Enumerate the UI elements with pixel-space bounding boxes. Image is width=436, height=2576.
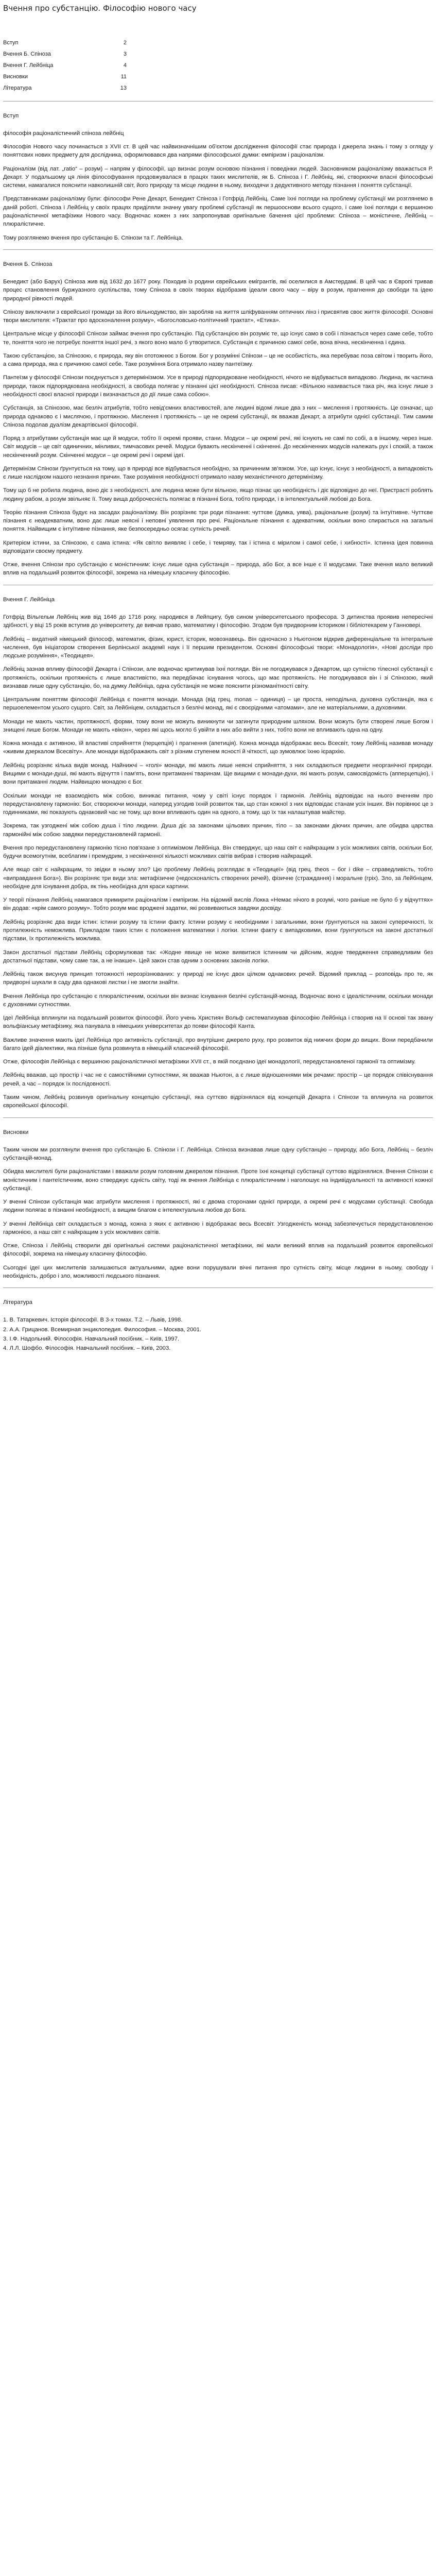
toc-row[interactable]: [3, 71, 127, 82]
paragraph: Отже, Спіноза і Лейбніц створили дві оригінальні системи раціоналістичної метафізики, які мали великий вплив на подальший розвиток європейської філософії, зокрема на німецьку класичну філософію.: [3, 1243, 433, 1258]
table-of-contents: [3, 37, 127, 94]
paragraph: філософія раціоналістичний спіноза лейбніц: [3, 130, 124, 137]
separator: [3, 1287, 433, 1288]
paragraph: Філософія Нового часу починається з XVII ст. В цей час найвизначнішим об'єктом дослідження філософії стає природа і джерела знань і тому з огляду у поняттєвих нових предмету для дослідника, оформлювався два напрями філософської думки: емпіризм і раціоналізм.: [3, 144, 433, 159]
paragraph: Тому що б не робила людина, воно діє з необхідності, але людина може бути вільною, якщо пізнає цю необхідність і діє відповідно до неї. Пристрасті роблять людину рабом, а розум звільняє її. Тому вища доброчесність полягає в пізнанні Бога, тобто природи, і в інтелектуальній любові до Бога.: [3, 487, 433, 502]
paragraph: Тому розглянемо вчення про субстанцію Б. Спінози та Г. Лейбніца.: [3, 234, 183, 241]
paragraph: Представниками раціоналізму були: філософи Рене Декарт, Бенедикт Спіноза і Готфрід Лейбніц. Саме їхні погляди на проблему субстанції ми розглянемо в даній роботі. Спіноза і Лейбніц у своїх працях приділяли значну увагу проблемі субстанції як першооснови всього сущого, і саме їхні погляди є вершиною раціоналістичної метафізики Нового часу. Водночас кожен з них запропонував оригінальне бачення цієї проблеми: Спіноза – моністичне, Лейбніц – плюралістичне.: [3, 196, 433, 228]
paragraph: Центральне місце у філософії Спінози займає вчення про субстанцію. Під субстанцією він розуміє те, що існує само в собі і пізнається через саме себе, тобто те, поняття чого не потребує поняття іншої речі, з якого воно мало б утворитися. Субстанція є причиною самої себе, вона вічна, нескінченна і єдина.: [3, 331, 433, 346]
paragraph: Субстанція, за Спінозою, має безліч атрибутів, тобто невід'ємних властивостей, але людині відомі лише два з них – мислення і протяжність. Це означає, що природа однаково є і мислячою, і протяжною. Мислення і протяжність – це не окремі субстанції, як вважав Декарт, а атрибути однієї субстанції. Тим самим Спіноза подолав дуалізм декартівської філософії.: [3, 405, 433, 428]
toc-page-number: 2: [123, 39, 127, 46]
paragraph: Лейбніц розрізняє кілька видів монад. Найнижчі – «голі» монади, які мають лише неясні сприйняття, з них складаються предмети неорганічної природи. Вищими є монади-душі, які мають відчуття і пам'ять, вони притаманні тваринам. Ще вищими є монади-духи, які мають розум, самосвідомість (апперцепцію), і вони притаманні людям. Найвищою монадою є Бог.: [3, 762, 433, 786]
toc-page-number: 13: [120, 84, 127, 91]
toc-label: Вчення Г. Лейбніца: [3, 62, 54, 69]
paragraph: Пантеїзм у філософії Спінози поєднується з детермінізмом. Усе в природі підпорядковане необхідності, нічого не відбувається випадково. Людина, як частина природи, також підпорядкована необхідності, а свобода полягає у пізнанні цієї необхідності. Спіноза писав: «Вільною називається така річ, яка існує лише з необхідності своєї власної природи і визначається до дії лише сама собою».: [3, 375, 433, 398]
section-spinoza: [3, 260, 433, 578]
document-content: [3, 112, 433, 1353]
toc-label: Вчення Б. Спіноза: [3, 50, 51, 57]
paragraph: Критерієм істини, за Спінозою, є сама істина: «Як світло виявляє і себе, і темряву, так і істина є мірилом і самої себе, і хибності». Істинна ідея повинна відповідати своєму предмету.: [3, 539, 433, 554]
paragraph: Спінозу виключили з єврейської громади за його вільнодумство, він заробляв на життя шліфуванням оптичних лінз і присвятив своє життя філософії. Основні твори мислителя: «Трактат про вдосконалення розуму», «Богословсько-політичний трактат», «Етика».: [3, 309, 433, 324]
section-heading: Висновки: [3, 1129, 29, 1136]
reference-item: 3. І.Ф. Надольний. Філософія. Навчальний посібник. – Київ, 1997.: [3, 1336, 180, 1343]
paragraph: Закон достатньої підстави Лейбніц сформулював так: «Жодне явище не може виявитися істинним чи дійсним, жодне твердження справедливим без достатньої підстави, чому саме так, а не інакше». Цей закон став одним з основних законів логіки.: [3, 949, 433, 964]
toc-label: Висновки: [3, 73, 28, 80]
document-page: [0, 1, 436, 1353]
document-title: Вчення про субстанцію. Філософію нового часу: [3, 4, 197, 13]
paragraph: Вчення про передустановлену гармонію тісно пов'язане з оптимізмом Лейбніца. Він стверджує, що наш світ є найкращим з усіх можливих світів, оскільки Бог, будучи всемогутнім, всеблагим і премудрим, з нескінченної кількості можливих світів вибрав і створив найкращий.: [3, 844, 433, 860]
paragraph: Центральним поняттям філософії Лейбніца є поняття монади. Монада (від грец. monas – одиниця) – це проста, неподільна, духовна субстанція, яка є першоелементом усього сущого. Світ, за Лейбніцем, складається з безлічі монад, які є своєрідними «атомами», але не матеріальними, а духовними.: [3, 697, 433, 711]
section-heading: Вчення Б. Спіноза: [3, 261, 53, 267]
toc-page-number: 4: [123, 62, 127, 69]
paragraph: У вченні Спінози субстанція має атрибути мислення і протяжності, які є двома сторонами однієї природи, а окремі речі є модусами субстанції. Свобода людини полягає в пізнанні необхідності, а вищим благом є інтелектуальна любов до Бога.: [3, 1199, 433, 1214]
section-conclusions: [3, 1128, 433, 1281]
separator: [3, 249, 433, 250]
toc-row[interactable]: [3, 60, 127, 71]
paragraph: Сьогодні ідеї цих мислителів залишаються актуальними, адже вони порушували вічні питання про сутність світу, місце людини в ньому, свободу і необхідність, добро і зло, можливості людського пізнання.: [3, 1264, 433, 1279]
paragraph: Оскільки монади не взаємодіють між собою, виникає питання, чому у світі існує порядок і гармонія. Лейбніц відповідає на нього вченням про передустановлену гармонію: Бог, створюючи монади, наперед узгодив їхній розвиток так, що стан кожної з них відповідає станам усіх інших. Він порівнює це з годинниками, які показують однаковий час не тому, що вони впливають один на одного, а тому, що їх так налаштував майстер.: [3, 792, 433, 816]
paragraph: Монади не мають частин, протяжності, форми, тому вони не можуть виникнути чи загинути природним шляхом. Вони можуть бути створені лише Богом і знищені лише Богом. Монади не мають «вікон», через які щось могло б увійти в них або вийти з них, тобто вони не впливають одна на одну.: [3, 718, 433, 733]
toc-row[interactable]: [3, 82, 127, 94]
paragraph: Таким чином, Лейбніц розвинув оригінальну концепцію субстанції, яка суттєво відрізнялася від концепцій Декарта і Спінози та вплинула на розвиток європейської філософії.: [3, 1094, 433, 1109]
paragraph: Теорію пізнання Спіноза будує на засадах раціоналізму. Він розрізняє три роди пізнання: чуттєве (думка, уява), раціональне (розум) та інтуїтивне. Чуттєве пізнання є неадекватним, воно дає лише неясні і неповні уявлення про речі. Раціональне пізнання є адекватним, оскільки воно спирається на загальні поняття. Найвищим є інтуїтивне пізнання, яке безпосередньо осягає сутність речей.: [3, 509, 433, 533]
section-heading: Вступ: [3, 112, 19, 119]
paragraph: Вчення Лейбніца про субстанцію є плюралістичним, оскільки він визнає існування безлічі субстанцій-монад. Водночас воно є ідеалістичним, оскільки монади є духовними сутностями.: [3, 993, 433, 1008]
paragraph: Бенедикт (або Барух) Спіноза жив від 1632 до 1677 року. Походив із родини єврейських емігрантів, які оселилися в Амстердамі. В цей час в Європі тривав процес становлення буржуазного суспільства, тому Спіноза в своїх творах відобразив ідеали свого часу – віру в розум, прагнення до свободи та ідею природної рівності людей.: [3, 279, 433, 302]
reference-item: 4. Л.Л. Шофбо. Філософія. Навчальний посібник. – Київ, 2003.: [3, 1345, 171, 1352]
paragraph: У вченні Лейбніца світ складається з монад, кожна з яких є активною і відображає весь Всесвіт. Узгодженість монад забезпечується передустановленою гармонією, а наш світ є найкращим з усіх можливих світів.: [3, 1221, 433, 1235]
paragraph: Такою субстанцією, за Спінозою, є природа, яку він ототожнює з Богом. Бог у розумінні Спінози – це не особистість, яка перебуває поза світом і творить його, а сама природа, яка є причиною самої себе. Таке розуміння Бога отримало назву пантеїзму.: [3, 352, 433, 368]
toc-page-number: 3: [123, 50, 127, 57]
paragraph: Таким чином ми розглянули вчення про субстанцію Б. Спінози і Г. Лейбніца. Спіноза визнавав лише одну субстанцію – природу, або Бога, Лейбніц – безліч субстанцій-монад.: [3, 1146, 433, 1162]
paragraph: Ідеї Лейбніца вплинули на подальший розвиток філософії. Його учень Християн Вольф систематизував філософію Лейбніца і створив на її основі так звану вольфіанську метафізику, яка панувала в німецьких університетах до появи філософії Канта.: [3, 1015, 433, 1030]
paragraph: Детермінізм Спінози ґрунтується на тому, що в природі все відбувається необхідно, за причинним зв'язком. Усе, що існує, існує з необхідності, а випадковість є лише наслідком нашого незнання причин. Таке розуміння необхідності отримало назву механістичного детермінізму.: [3, 465, 433, 481]
paragraph: Обидва мислителі були раціоналістами і вважали розум головним джерелом пізнання. Проте їхні концепції субстанції суттєво відрізнялися. Вчення Спінози є моністичним і пантеїстичним, воно стверджує єдність світу, тоді як вчення Лейбніца є плюралістичним і наголошує на індивідуальності та активності кожної субстанції.: [3, 1168, 433, 1192]
section-references: [3, 1298, 433, 1352]
reference-item: 1. В. Татаркевич. Історія філософії. В 3-х томах. Т.2. – Львів, 1998.: [3, 1317, 183, 1324]
paragraph: Поряд з атрибутами субстанція має ще й модуси, тобто її окремі прояви, стани. Модуси – це окремі речі, які існують не самі по собі, а в іншому, через інше. Світ модусів – це світ одиничних, мінливих, тимчасових речей. Модуси бувають нескінченні і скінченні. До нескінченних модусів належать рух і спокій, а також нескінченний розум. Скінченні модуси – це окремі речі і окремі ідеї.: [3, 435, 433, 459]
paragraph: Раціоналізм (від лат. „ratio“ – розум) – напрям у філософії, що визнає розум основою пізнання і поведінки людей. Засновником раціоналізму вважається Р. Декарт. У подальшому ця лінія філософування продовжувалася в працях таких мислителів, як Б. Спіноза і Г. Лейбніц, які, створюючи власні філософські системи, намагалися пояснити навколишній світ, його природу та місце людини в ньому, виходячи з дедуктивного методу пізнання і поняття субстанції.: [3, 165, 433, 189]
toc-label: Вступ: [3, 39, 19, 46]
reference-item: 2. А.А. Грицанов. Всемирная энциклопедия. Философия. – Москва, 2001.: [3, 1326, 202, 1333]
paragraph: Лейбніц зазнав впливу філософії Декарта і Спінози, але водночас критикував їхні погляди. Він не погоджувався з Декартом, що сутністю тілесної субстанції є протяжність, оскільки протяжність є лише властивістю, яка передбачає існування чогось, що має протяжність. Не погоджувався він і зі Спінозою, який визнавав лише одну субстанцію, бо, на думку Лейбніца, одна субстанція не може пояснити різноманітності світу.: [3, 666, 433, 689]
paragraph: Отже, філософія Лейбніца є вершиною раціоналістичної метафізики XVII ст., в якій поєднано ідеї монадології, передустановленої гармонії та оптимізму.: [3, 1059, 416, 1065]
paragraph: Важливе значення мають ідеї Лейбніца про активність субстанції, про внутрішнє джерело руху, про розвиток від нижчих форм до вищих. Вони передбачили багато ідей діалектики, яка пізніше була розвинута в німецькій класичній філософії.: [3, 1037, 433, 1052]
paragraph: Лейбніц вважав, що простір і час не є самостійними сутностями, як вважав Ньютон, а є лише відношеннями між речами: простір – це порядок співіснування речей, а час – порядок їх послідовності.: [3, 1072, 433, 1087]
toc-row[interactable]: [3, 37, 127, 48]
separator: [3, 1117, 433, 1118]
toc-label: Література: [3, 84, 32, 91]
toc-page-number: 11: [120, 73, 127, 80]
paragraph: Лейбніц також висунув принцип тотожності нерозрізнюваних: у природі не існує двох цілком однакових речей. Відомий приклад – розповідь про те, як придворні шукали в саду два однакові листки і не змогли знайти.: [3, 971, 433, 986]
paragraph: Зокрема, так узгоджені між собою душа і тіло людини. Душа діє за законами цільових причин, тіло – за законами діючих причин, але обидва царства гармонійні між собою завдяки передустановленій гармонії.: [3, 823, 433, 838]
section-intro: [3, 112, 433, 242]
paragraph: Кожна монада є активною, їй властиві сприйняття (перцепція) і прагнення (апетиція). Кожна монада відображає весь Всесвіт, тому Лейбніц називав монаду «живим дзеркалом Всесвіту». Але монади відображають світ з різним ступенем ясності й чіткості, що зумовлює їхню ієрархію.: [3, 740, 433, 755]
paragraph: Лейбніц – видатний німецький філософ, математик, фізик, юрист, історик, мовознавець. Він одночасно з Ньютоном відкрив диференціальне та інтегральне числення, був ініціатором створення Берлінської академії наук і її першим президентом. Основні філософські твори: «Монадологія», «Нові досліди про людське розуміння», «Теодицея».: [3, 636, 433, 659]
paragraph: Отже, вчення Спінози про субстанцію є моністичним: існує лише одна субстанція – природа, або Бог, а все інше є її модусами. Таке вчення мало великий вплив на подальший розвиток філософії, зокрема на німецьку класичну філософію.: [3, 562, 433, 577]
section-leibniz: [3, 596, 433, 1110]
paragraph: Але якщо світ є найкращим, то звідки в ньому зло? Цю проблему Лейбніц розглядає в «Теодицеї» (від грец. theos – бог і dike – справедливість, тобто «виправдання Бога»). Він розрізняє три види зла: метафізичне (недосконалість створених речей), фізичне (страждання) і моральне (гріх). Зло, за Лейбніцем, необхідне для існування добра, як тінь необхідна для краси картини.: [3, 867, 433, 890]
section-heading: Вчення Г. Лейбніца: [3, 596, 55, 603]
paragraph: Лейбніц розрізняє два види істин: істини розуму та істини факту. Істини розуму є необхідними і загальними, вони ґрунтуються на законі суперечності, їх протилежність неможлива. Прикладом таких істин є положення математики і логіки. Істини факту є випадковими, вони ґрунтуються на законі достатньої підстави, їх протилежність можлива.: [3, 919, 433, 942]
toc-row[interactable]: [3, 48, 127, 60]
section-heading: Література: [3, 1299, 32, 1306]
paragraph: Готфрід Вільгельм Лейбніц жив від 1646 до 1716 року, народився в Лейпцигу, був сином університетського професора. З дитинства проявив непересічні здібності, у віці 15 років вступив до університету, де вивчав право, математику і філософію. Згодом був придворним істориком і бібліотекарем у Ганновері.: [3, 614, 433, 629]
paragraph: У теорії пізнання Лейбніц намагався примирити раціоналізм і емпіризм. На відомий вислів Локка «Немає нічого в розумі, чого раніше не було б у відчуттях» він додав: «крім самого розуму». Тобто розум має вроджені задатки, які розвиваються завдяки досвіду.: [3, 897, 433, 912]
